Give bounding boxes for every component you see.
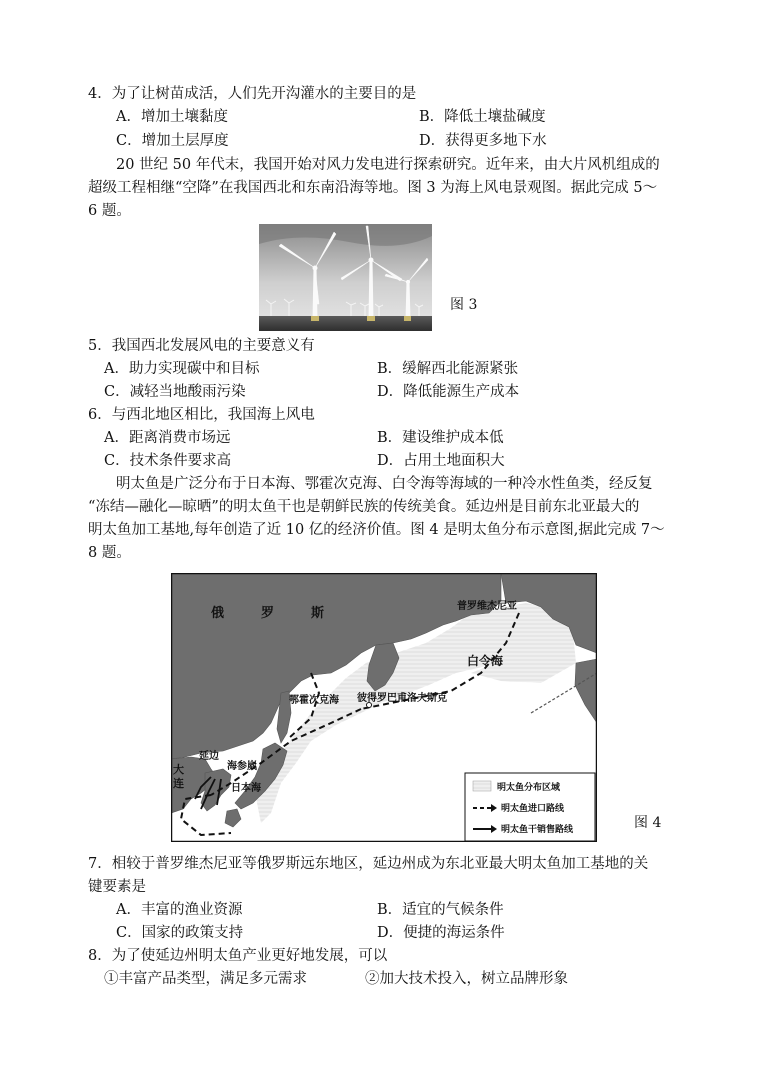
- q4-option-b: B．降低土壤盐碱度: [419, 109, 546, 125]
- legend-sales-label: 明太鱼干销售路线: [501, 825, 574, 835]
- label-bering-sea: 白令海: [467, 654, 504, 668]
- q5-option-c: C．减轻当地酸雨污染: [104, 384, 246, 400]
- figure-3-caption: 图 3: [450, 297, 478, 313]
- q7-option-a: A．丰富的渔业资源: [116, 902, 243, 918]
- q8-stem: 8．为了使延边州明太鱼产业更好地发展，可以: [88, 948, 388, 964]
- legend-area-swatch: [473, 781, 491, 791]
- q5-option-b: B．缓解西北能源紧张: [377, 361, 519, 377]
- q5-option-d: D．降低能源生产成本: [377, 384, 520, 400]
- q5-stem: 5．我国西北发展风电的主要意义有: [88, 338, 315, 354]
- label-russia-1: 俄: [211, 606, 225, 621]
- wind-farm-photo: [259, 224, 432, 331]
- map-legend: [465, 773, 595, 841]
- passage2-line2: “冻结—融化—晾晒”的明太鱼干也是朝鲜民族的传统美食。延边州是目前东北亚最大的: [88, 499, 640, 515]
- q8-statement-1: ①丰富产品类型，满足多元需求: [104, 971, 307, 987]
- q4-option-d: D．获得更多地下水: [419, 133, 547, 149]
- q6-option-d: D．占用土地面积大: [377, 453, 505, 469]
- label-provideniya: 普罗维杰尼亚: [457, 601, 517, 612]
- passage1-line3: 6 题。: [88, 203, 131, 219]
- label-russia-2: 罗: [261, 606, 275, 621]
- passage1-line1: 20 世纪 50 年代末，我国开始对风力发电进行探索研究。近年来，由大片风机组成的: [116, 157, 660, 173]
- label-russia-3: 斯: [311, 606, 325, 621]
- q7-option-b: B．适宜的气候条件: [377, 902, 504, 918]
- q4-option-a: A．增加土壤黏度: [116, 109, 228, 125]
- label-okhotsk-sea: 鄂霍次克海: [289, 695, 339, 706]
- pollock-distribution-map: [171, 573, 597, 842]
- passage2-line3: 明太鱼加工基地,每年创造了近 10 亿的经济价值。图 4 是明太鱼分布示意图,据此完成 7～: [88, 522, 665, 538]
- wind-turbines-image: [259, 224, 432, 331]
- q7-option-c: C．国家的政策支持: [116, 925, 244, 941]
- passage2-line1: 明太鱼是广泛分布于日本海、鄂霍次克海、白令海等海域的一种冷水性鱼类，经反复: [116, 476, 653, 492]
- q6-stem: 6．与西北地区相比，我国海上风电: [88, 407, 315, 423]
- q8-statement-2: ②加大技术投入，树立品牌形象: [365, 971, 568, 987]
- q6-option-c: C．技术条件要求高: [104, 453, 232, 469]
- label-japan-sea: 日本海: [231, 783, 261, 794]
- figure-4-caption: 图 4: [634, 815, 662, 831]
- label-yanbian: 延边: [199, 751, 219, 762]
- q7-stem-line1: 7．相较于普罗维杰尼亚等俄罗斯远东地区，延边州成为东北亚最大明太鱼加工基地的关: [88, 856, 649, 872]
- q6-option-b: B．建设维护成本低: [377, 430, 504, 446]
- q4-stem: 4．为了让树苗成活，人们先开沟灌水的主要目的是: [88, 86, 417, 102]
- q6-option-a: A．距离消费市场远: [104, 430, 231, 446]
- q4-option-c: C．增加土层厚度: [116, 133, 229, 149]
- label-petropavlovsk: 彼得罗巴甫洛夫斯克: [357, 693, 447, 704]
- q7-stem-line2: 键要素是: [88, 879, 146, 895]
- label-dalian-2: 连: [173, 777, 184, 790]
- passage1-line2: 超级工程相继“空降”在我国西北和东南沿海等地。图 3 为海上风电景观图。据此完成 5～: [88, 180, 658, 196]
- label-dalian-1: 大: [173, 763, 184, 776]
- q7-option-d: D．便捷的海运条件: [377, 925, 505, 941]
- legend-area-label: 明太鱼分布区域: [497, 783, 561, 793]
- label-vladivostok: 海参崴: [227, 761, 257, 772]
- q5-option-a: A．助力实现碳中和目标: [104, 361, 260, 377]
- legend-import-label: 明太鱼进口路线: [501, 804, 565, 814]
- passage2-line4: 8 题。: [88, 545, 131, 561]
